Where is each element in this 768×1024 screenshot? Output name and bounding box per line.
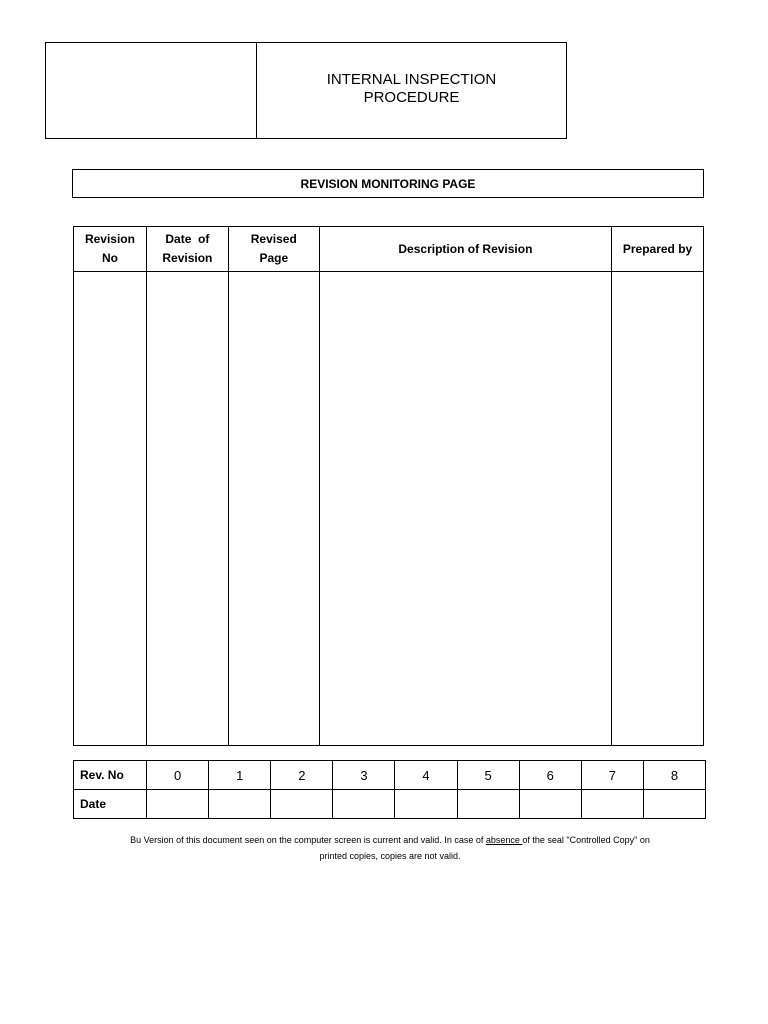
rev-no-cell: 3 <box>333 761 395 790</box>
rev-no-cell: 1 <box>209 761 271 790</box>
date-cell[interactable] <box>333 790 395 819</box>
revision-table <box>73 226 704 746</box>
date-cell[interactable] <box>581 790 643 819</box>
footer-text-line2: printed copies, copies are not valid. <box>319 851 461 861</box>
date-of-revision-cell[interactable] <box>146 272 228 746</box>
revision-table-header <box>74 227 704 272</box>
rev-no-cell: 8 <box>643 761 705 790</box>
title-line-1: INTERNAL INSPECTION <box>326 70 497 88</box>
date-cell[interactable] <box>395 790 457 819</box>
footer-note <box>70 832 710 864</box>
header-date-of-revision: Date of Revision <box>146 227 228 272</box>
document-title <box>257 43 566 138</box>
rev-no-cell: 6 <box>519 761 581 790</box>
rev-no-cell: 7 <box>581 761 643 790</box>
date-cell[interactable] <box>519 790 581 819</box>
document-header <box>45 42 567 139</box>
date-cell[interactable] <box>643 790 705 819</box>
date-cell[interactable] <box>457 790 519 819</box>
revision-table-body <box>74 272 704 746</box>
description-cell[interactable] <box>319 272 611 746</box>
date-row <box>74 790 706 819</box>
date-label: Date <box>74 790 147 819</box>
revision-summary-table <box>73 760 706 819</box>
rev-no-row <box>74 761 706 790</box>
rev-no-label: Rev. No <box>74 761 147 790</box>
title-line-2: PROCEDURE <box>363 88 460 106</box>
rev-no-cell: 2 <box>271 761 333 790</box>
section-title: REVISION MONITORING PAGE <box>72 169 704 198</box>
footer-text-part1: Bu Version of this document seen on the computer screen is current and valid. In case of <box>130 835 486 845</box>
date-cell[interactable] <box>271 790 333 819</box>
revision-no-cell[interactable] <box>74 272 147 746</box>
revised-page-cell[interactable] <box>228 272 319 746</box>
rev-no-cell: 4 <box>395 761 457 790</box>
header-description: Description of Revision <box>319 227 611 272</box>
footer-underlined-word: absence <box>485 835 523 845</box>
rev-no-cell: 5 <box>457 761 519 790</box>
rev-no-cell: 0 <box>147 761 209 790</box>
header-revision-no: Revision No <box>74 227 147 272</box>
footer-text-part2: of the seal "Controlled Copy" on <box>522 835 650 845</box>
header-prepared-by: Prepared by <box>612 227 704 272</box>
logo-cell <box>46 43 257 138</box>
date-cell[interactable] <box>147 790 209 819</box>
prepared-by-cell[interactable] <box>612 272 704 746</box>
header-revised-page: Revised Page <box>228 227 319 272</box>
date-cell[interactable] <box>209 790 271 819</box>
